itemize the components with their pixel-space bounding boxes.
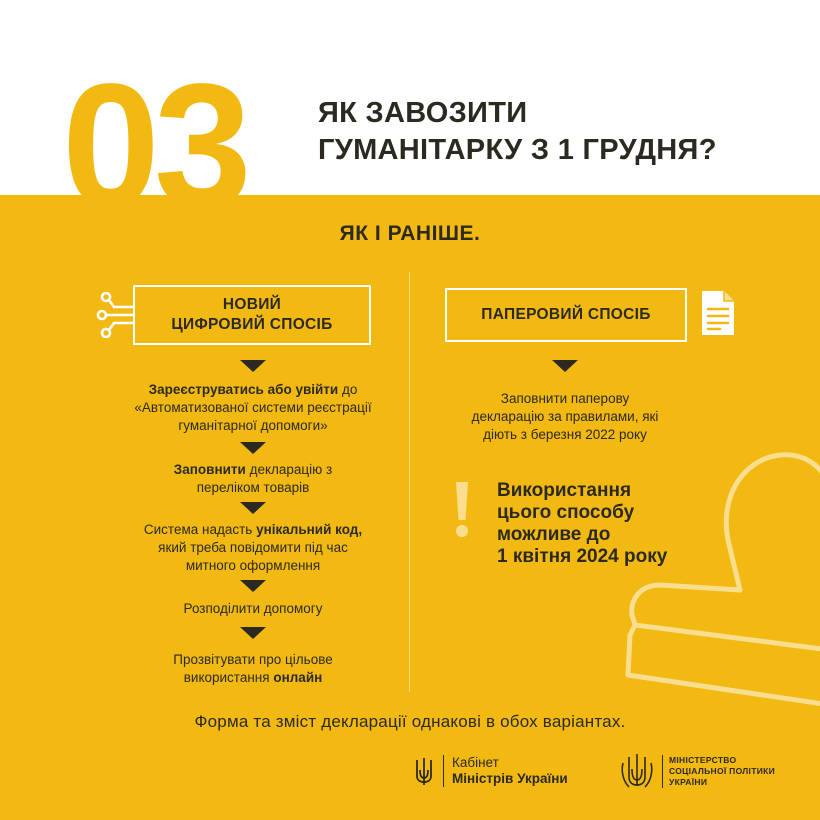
arrow-down-icon — [240, 360, 266, 372]
exclamation-icon — [455, 482, 469, 538]
paper-step-1: Заповнити паперову декларацію за правилами, які діють з березня 2022 року — [471, 391, 659, 442]
title-line-2: ГУМАНІТАРКУ З 1 ГРУДНЯ? — [318, 134, 717, 166]
step-number: 03 — [62, 48, 246, 244]
ministry-logo — [620, 750, 775, 792]
digital-method-box — [133, 285, 371, 345]
circuit-icon — [96, 292, 134, 338]
ministry-emblem-icon — [620, 751, 654, 791]
subtitle: ЯК І РАНІШЕ. — [339, 222, 481, 245]
arrow-down-icon — [240, 442, 266, 454]
digital-step-2: Заповнити декларацію з переліком товарів — [173, 462, 333, 495]
digital-step-1: Зареєструватись або увійти до «Автоматизованої системи реєстрації гуманітарної допомоги» — [134, 382, 372, 433]
digital-step-4: Розподілити допомогу — [183, 601, 323, 616]
title-line-1: ЯК ЗАВОЗИТИ — [318, 97, 528, 129]
ministry-line-1: МІНІСТЕРСТВО — [669, 754, 737, 765]
ministry-text — [662, 755, 775, 788]
cabinet-line-1: Кабінет — [452, 755, 499, 770]
document-icon — [700, 289, 736, 337]
arrow-down-icon — [240, 580, 266, 592]
cabinet-logo — [415, 753, 568, 789]
digital-step-3: Система надасть унікальний код, який треба повідомити під час митного оформлення — [143, 522, 363, 573]
arrow-down-icon — [240, 502, 266, 514]
page-title — [318, 95, 717, 169]
digital-label-line-1: НОВИЙ — [222, 296, 282, 313]
arrow-down-icon — [240, 627, 266, 639]
cabinet-line-2: Міністрів України — [452, 771, 568, 786]
paper-label: ПАПЕРОВИЙ СПОСІБ — [481, 306, 651, 323]
arrow-down-icon — [552, 360, 578, 372]
paper-method-box — [445, 288, 687, 342]
ministry-line-3: УКРАЇНИ — [669, 776, 708, 787]
cabinet-text — [443, 755, 568, 787]
digital-label-line-2: ЦИФРОВИЙ СПОСІБ — [171, 316, 333, 333]
footer-note: Форма та зміст декларації однакові в обох варіантах. — [194, 712, 626, 731]
trident-icon — [415, 756, 433, 786]
ministry-line-2: СОЦІАЛЬНОЇ ПОЛІТИКИ — [669, 765, 776, 776]
paper-deadline-warning: Використання цього способу можливе до 1 квітня 2024 року — [497, 480, 668, 567]
digital-step-5: Прозвітувати про цільове використання онлайн — [173, 652, 333, 685]
